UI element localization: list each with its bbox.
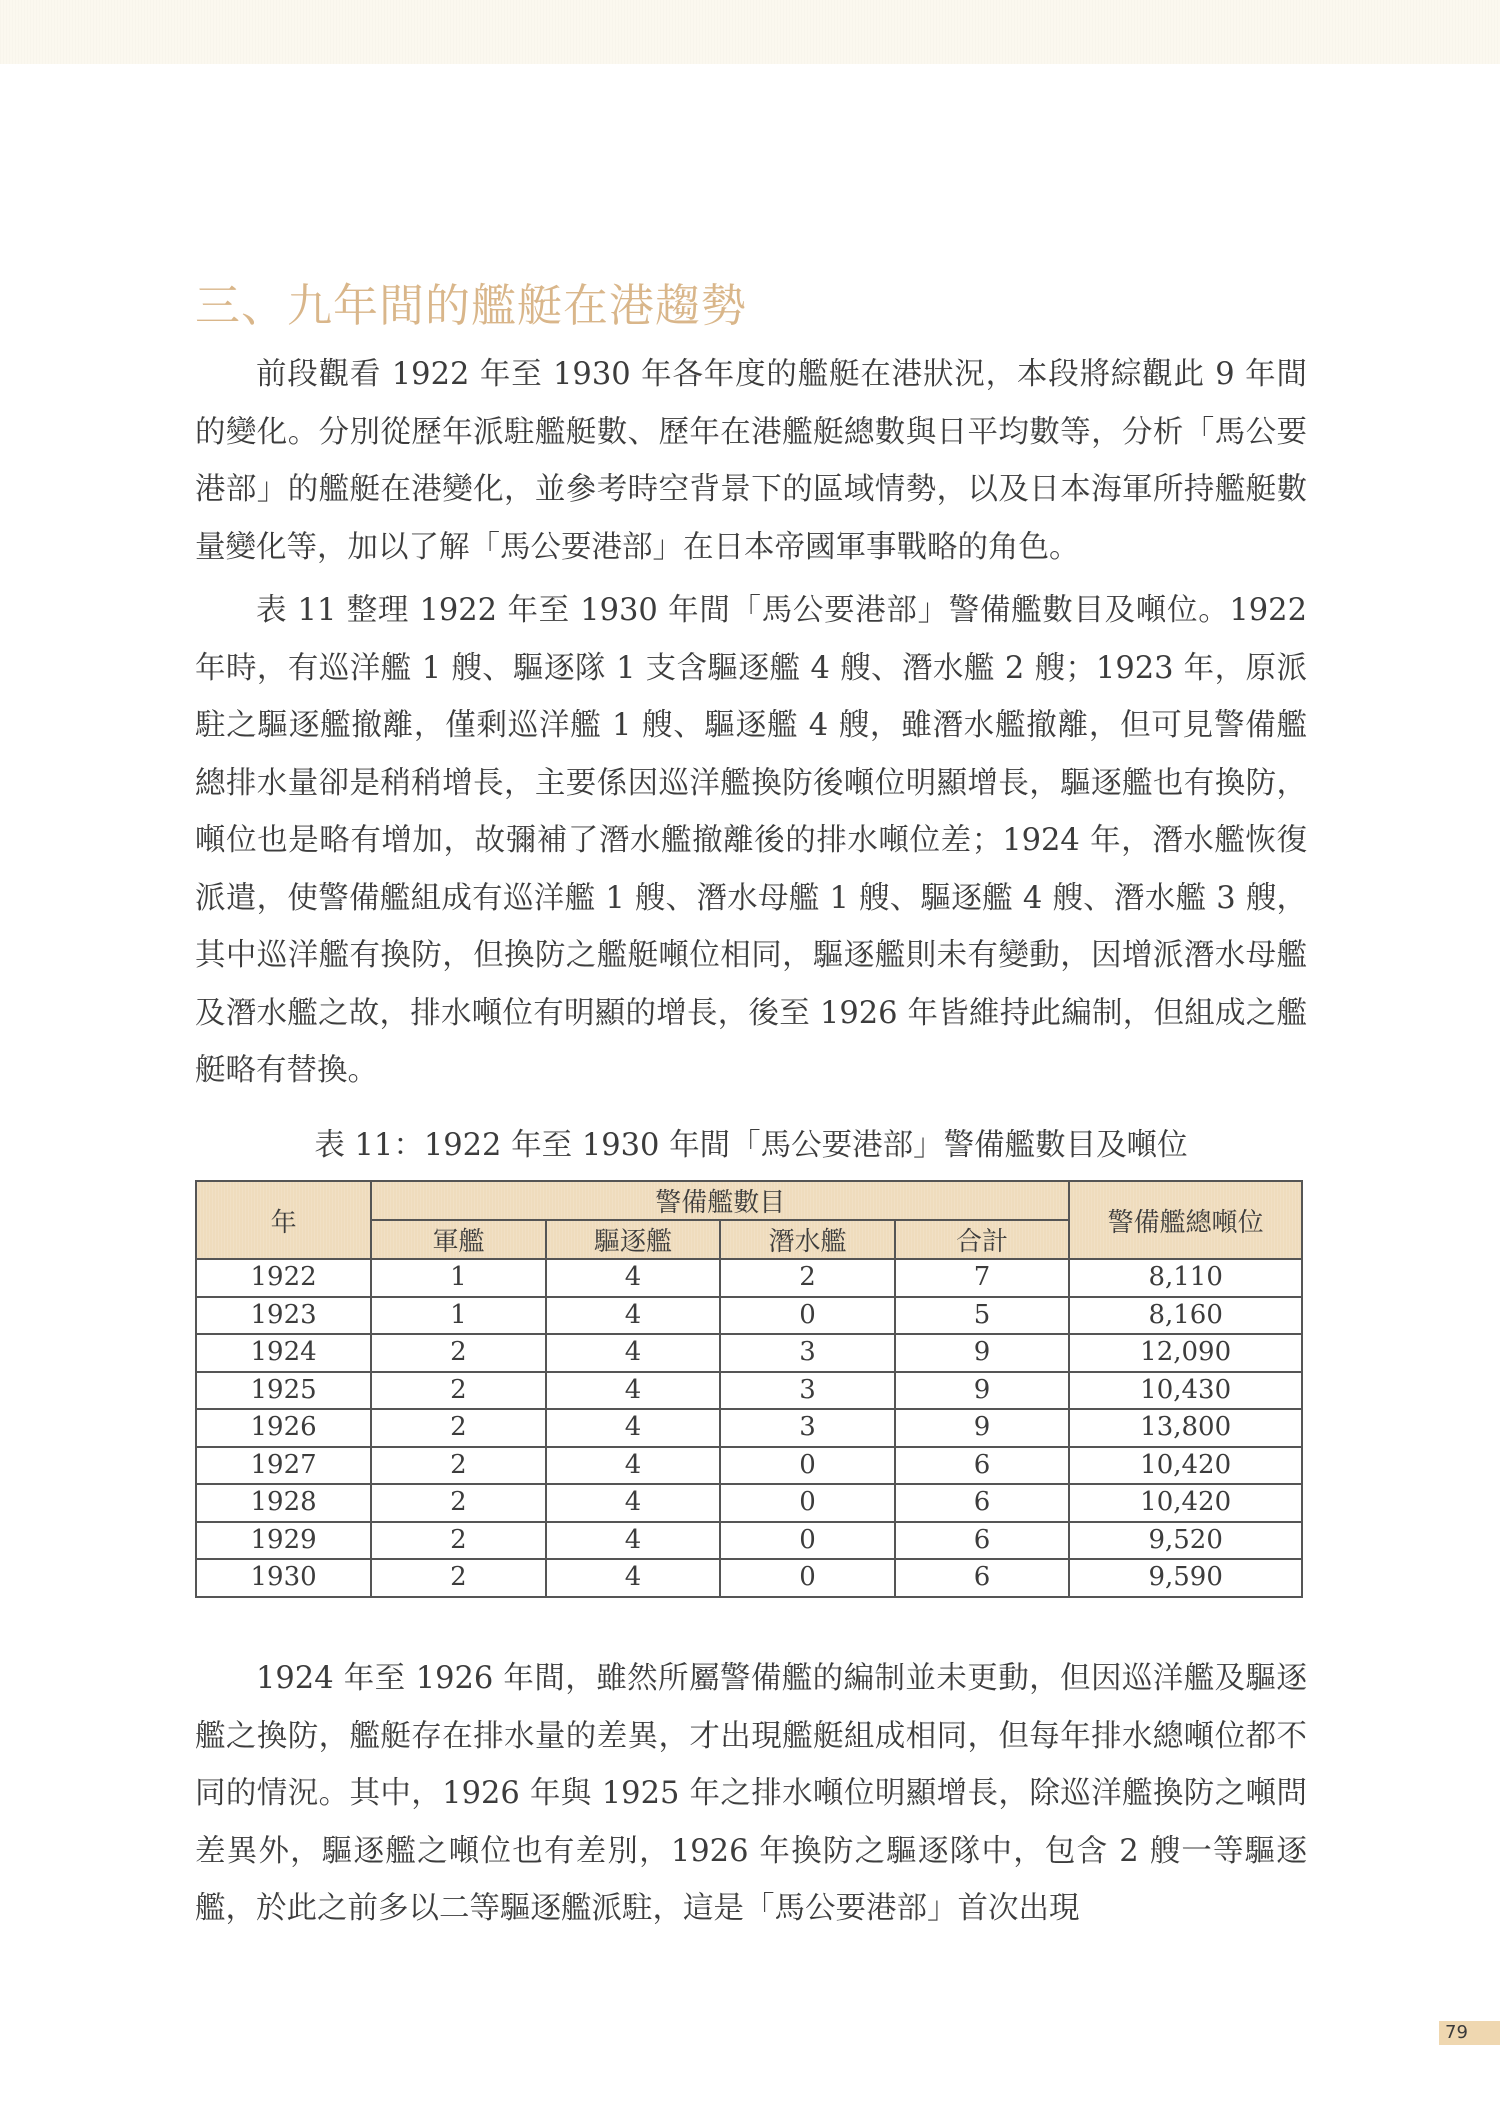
cell-subtotal: 9: [895, 1409, 1070, 1447]
cell-year: 1923: [196, 1297, 371, 1335]
header-destroyer: 驅逐艦: [546, 1220, 721, 1259]
cell-warship: 2: [371, 1484, 546, 1522]
table-row: [196, 1484, 1302, 1522]
table-row: [196, 1559, 1302, 1597]
cell-destroyer: 4: [546, 1447, 721, 1485]
cell-year: 1927: [196, 1447, 371, 1485]
cell-destroyer: 4: [546, 1484, 721, 1522]
cell-year: 1930: [196, 1559, 371, 1597]
cell-tonnage: 8,110: [1069, 1259, 1302, 1297]
header-submarine: 潛水艦: [720, 1220, 895, 1259]
cell-submarine: 0: [720, 1447, 895, 1485]
page-number: 79: [1439, 2021, 1500, 2045]
cell-subtotal: 6: [895, 1559, 1070, 1597]
cell-destroyer: 4: [546, 1259, 721, 1297]
cell-tonnage: 12,090: [1069, 1334, 1302, 1372]
cell-subtotal: 6: [895, 1484, 1070, 1522]
table-header-row: [196, 1181, 1302, 1220]
cell-tonnage: 13,800: [1069, 1409, 1302, 1447]
cell-year: 1929: [196, 1522, 371, 1560]
table-caption: 表 11：1922 年至 1930 年間「馬公要港部」警備艦數目及噸位: [314, 1128, 1188, 1163]
cell-warship: 2: [371, 1409, 546, 1447]
header-guard-ship-count: 警備艦數目: [371, 1181, 1069, 1220]
header-warship: 軍艦: [371, 1220, 546, 1259]
paragraph-analysis: 1924 年至 1926 年間，雖然所屬警備艦的編制並未更動，但因巡洋艦及驅逐艦之換防，艦艇存在排水量的差異，才出現艦艇組成相同，但每年排水總噸位都不同的情況。其中，1926 年與 1925 年之排水噸位明顯增長，除巡洋艦換防之噸問差異外，驅逐艦之噸位也有差別，1926 年換防之驅逐隊中，包含 2 艘一等驅逐艦，於此之前多以二等驅逐艦派駐，這是「馬公要港部」首次出現: [195, 1661, 1307, 1926]
cell-destroyer: 4: [546, 1334, 721, 1372]
cell-warship: 1: [371, 1297, 546, 1335]
cell-destroyer: 4: [546, 1372, 721, 1410]
cell-year: 1925: [196, 1372, 371, 1410]
cell-submarine: 3: [720, 1372, 895, 1410]
table-row: [196, 1522, 1302, 1560]
cell-subtotal: 5: [895, 1297, 1070, 1335]
cell-destroyer: 4: [546, 1409, 721, 1447]
cell-subtotal: 9: [895, 1372, 1070, 1410]
cell-tonnage: 10,420: [1069, 1447, 1302, 1485]
table-row: [196, 1447, 1302, 1485]
header-year: 年: [196, 1181, 371, 1259]
cell-tonnage: 9,520: [1069, 1522, 1302, 1560]
paragraph-table-summary: 表 11 整理 1922 年至 1930 年間「馬公要港部」警備艦數目及噸位。1922 年時，有巡洋艦 1 艘、驅逐隊 1 支含驅逐艦 4 艘、潛水艦 2 艘；1923 年，原派駐之驅逐艦撤離，僅剩巡洋艦 1 艘、驅逐艦 4 艘，雖潛水艦撤離，但可見警備艦總排水量卻是稍稍增長，主要係因巡洋艦換防後噸位明顯增長，驅逐艦也有換防，噸位也是略有增加，故彌補了潛水艦撤離後的排水噸位差；1924 年，潛水艦恢復派遣，使警備艦組成有巡洋艦 1 艘、潛水母艦 1 艘、驅逐艦 4 艘、潛水艦 3 艘，其中巡洋艦有換防，但換防之艦艇噸位相同，驅逐艦則未有變動，因增派潛水母艦及潛水艦之故，排水噸位有明顯的增長，後至 1926 年皆維持此編制，但組成之艦艇略有替換。: [195, 593, 1307, 1088]
cell-submarine: 0: [720, 1522, 895, 1560]
cell-tonnage: 10,420: [1069, 1484, 1302, 1522]
table-row: [196, 1334, 1302, 1372]
cell-year: 1926: [196, 1409, 371, 1447]
top-decorative-band: [0, 0, 1500, 64]
cell-tonnage: 10,430: [1069, 1372, 1302, 1410]
cell-warship: 2: [371, 1522, 546, 1560]
header-total-tonnage: 警備艦總噸位: [1069, 1181, 1302, 1259]
table-row: [196, 1409, 1302, 1447]
cell-tonnage: 8,160: [1069, 1297, 1302, 1335]
table-row: [196, 1372, 1302, 1410]
cell-subtotal: 9: [895, 1334, 1070, 1372]
cell-subtotal: 7: [895, 1259, 1070, 1297]
cell-submarine: 3: [720, 1409, 895, 1447]
cell-destroyer: 4: [546, 1297, 721, 1335]
guard-ship-table: [195, 1180, 1303, 1598]
cell-submarine: 2: [720, 1259, 895, 1297]
table-row: [196, 1297, 1302, 1335]
cell-submarine: 0: [720, 1297, 895, 1335]
cell-destroyer: 4: [546, 1559, 721, 1597]
cell-year: 1924: [196, 1334, 371, 1372]
cell-warship: 2: [371, 1559, 546, 1597]
table-row: [196, 1259, 1302, 1297]
cell-warship: 2: [371, 1334, 546, 1372]
cell-submarine: 3: [720, 1334, 895, 1372]
cell-submarine: 0: [720, 1484, 895, 1522]
cell-subtotal: 6: [895, 1522, 1070, 1560]
header-subtotal: 合計: [895, 1220, 1070, 1259]
cell-warship: 1: [371, 1259, 546, 1297]
cell-year: 1922: [196, 1259, 371, 1297]
cell-warship: 2: [371, 1372, 546, 1410]
cell-year: 1928: [196, 1484, 371, 1522]
cell-warship: 2: [371, 1447, 546, 1485]
cell-subtotal: 6: [895, 1447, 1070, 1485]
section-heading: 三、九年間的艦艇在港趨勢: [195, 279, 748, 332]
cell-destroyer: 4: [546, 1522, 721, 1560]
cell-tonnage: 9,590: [1069, 1559, 1302, 1597]
paragraph-intro: 前段觀看 1922 年至 1930 年各年度的艦艇在港狀況，本段將綜觀此 9 年間的變化。分別從歷年派駐艦艇數、歷年在港艦艇總數與日平均數等，分析「馬公要港部」的艦艇在港變化，並參考時空背景下的區域情勢，以及日本海軍所持艦艇數量變化等，加以了解「馬公要港部」在日本帝國軍事戰略的角色。: [195, 357, 1307, 565]
cell-submarine: 0: [720, 1559, 895, 1597]
